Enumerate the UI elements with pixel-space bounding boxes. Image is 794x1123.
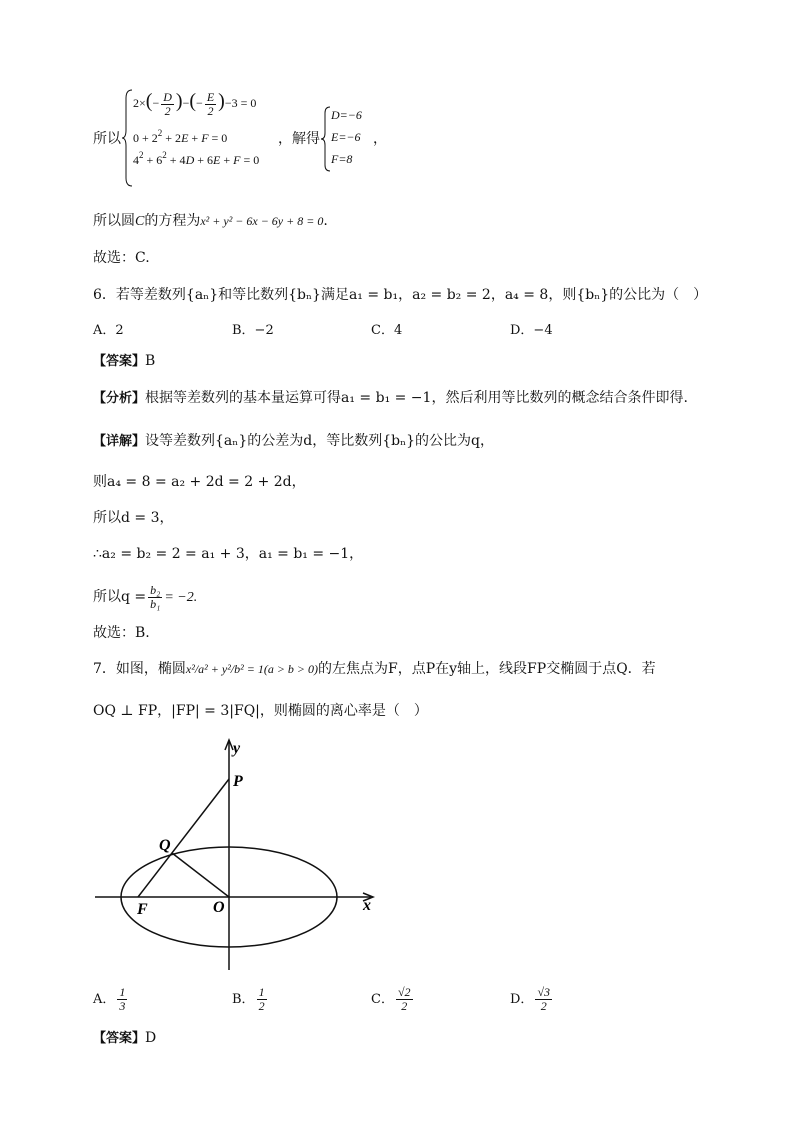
q6-choice-c[interactable]: C．4 bbox=[371, 323, 403, 338]
q6-detail: 【详解】设等差数列{aₙ}的公差为d，等比数列{bₙ}的公比为q， bbox=[93, 433, 494, 449]
q7-choice-b[interactable]: B． $\frac{1}{2}$ bbox=[232, 985, 265, 1013]
q7-answer: 【答案】D bbox=[93, 1030, 157, 1046]
q7-stem-line-1: 7．如图，椭圆x²/a² + y²/b² = 1(a > b > 0)的左焦点为F，点P在y轴上，线段FP交椭圆于点Q．若 bbox=[93, 661, 656, 677]
segment-OQ bbox=[172, 853, 229, 897]
sol-1: D=−6 bbox=[331, 108, 362, 122]
equation-2: $0 + 2^2 + 2E + F = 0$ bbox=[133, 128, 228, 145]
q6-stem: 6．若等差数列{aₙ}和等比数列{bₙ}满足a₁ = b₁，a₂ = b₂ = 2，a₄ = 8，则{bₙ}的公比为（ ） bbox=[93, 287, 708, 303]
right-brace bbox=[321, 106, 331, 172]
q6-choice-d[interactable]: D．−4 bbox=[510, 323, 553, 338]
label-P: P bbox=[233, 773, 243, 790]
q6-step-1: 则a₄ = 8 = a₂ + 2d = 2 + 2d， bbox=[93, 474, 306, 490]
equation-1: 2×(− $\frac{D}{2}$ )−(− $\frac{E}{2}$ )−3 = 0 bbox=[133, 89, 257, 118]
q6-final: 故选：B. bbox=[93, 625, 150, 641]
system-tail: ， bbox=[373, 131, 387, 147]
q6-step-2: 所以d = 3， bbox=[93, 510, 174, 526]
label-Q: Q bbox=[159, 837, 171, 854]
label-y: y bbox=[233, 740, 241, 757]
q7-stem-line-2: OQ ⊥ FP，|FP| = 3|FQ|，则椭圆的离心率是（ ） bbox=[93, 703, 428, 719]
q6-step-3: ∴a₂ = b₂ = 2 = a₁ + 3，a₁ = b₁ = −1， bbox=[93, 546, 364, 562]
segment-FP bbox=[138, 779, 229, 897]
sol-2: E=−6 bbox=[331, 130, 361, 144]
label-x: x bbox=[363, 897, 371, 914]
solution-system bbox=[93, 88, 493, 188]
solve-word: ，解得 bbox=[278, 131, 320, 147]
q6-step-4: 所以q = $\frac{\text{b₂}}{\text{b₁}}$ = −2. bbox=[93, 582, 198, 611]
circle-equation-line: 所以圆C的方程为x² + y² − 6x − 6y + 8 = 0. bbox=[93, 213, 328, 229]
system-prefix: 所以 bbox=[93, 131, 121, 147]
ellipse-figure bbox=[93, 736, 393, 976]
q6-choice-a[interactable]: A．2 bbox=[93, 323, 124, 338]
q6-answer: 【答案】B bbox=[93, 353, 156, 369]
label-O: O bbox=[213, 899, 225, 916]
q6-analysis: 【分析】根据等差数列的基本量运算可得a₁ = b₁ = −1，然后利用等比数列的概念结合条件即得. bbox=[93, 390, 688, 406]
label-F: F bbox=[137, 901, 148, 918]
q7-choice-c[interactable]: C． $\frac{√2}{2}$ bbox=[371, 985, 411, 1013]
answer-5: 故选：C. bbox=[93, 250, 150, 266]
q6-choice-b[interactable]: B．−2 bbox=[232, 323, 274, 338]
sol-3: F=8 bbox=[331, 152, 353, 166]
q7-choice-d[interactable]: D． $\frac{√3}{2}$ bbox=[510, 985, 551, 1013]
equation-3: $4^2 + 6^2 + 4D + 6E + F = 0$ bbox=[133, 150, 260, 167]
q7-choice-a[interactable]: A． $\frac{1}{3}$ bbox=[93, 985, 126, 1013]
